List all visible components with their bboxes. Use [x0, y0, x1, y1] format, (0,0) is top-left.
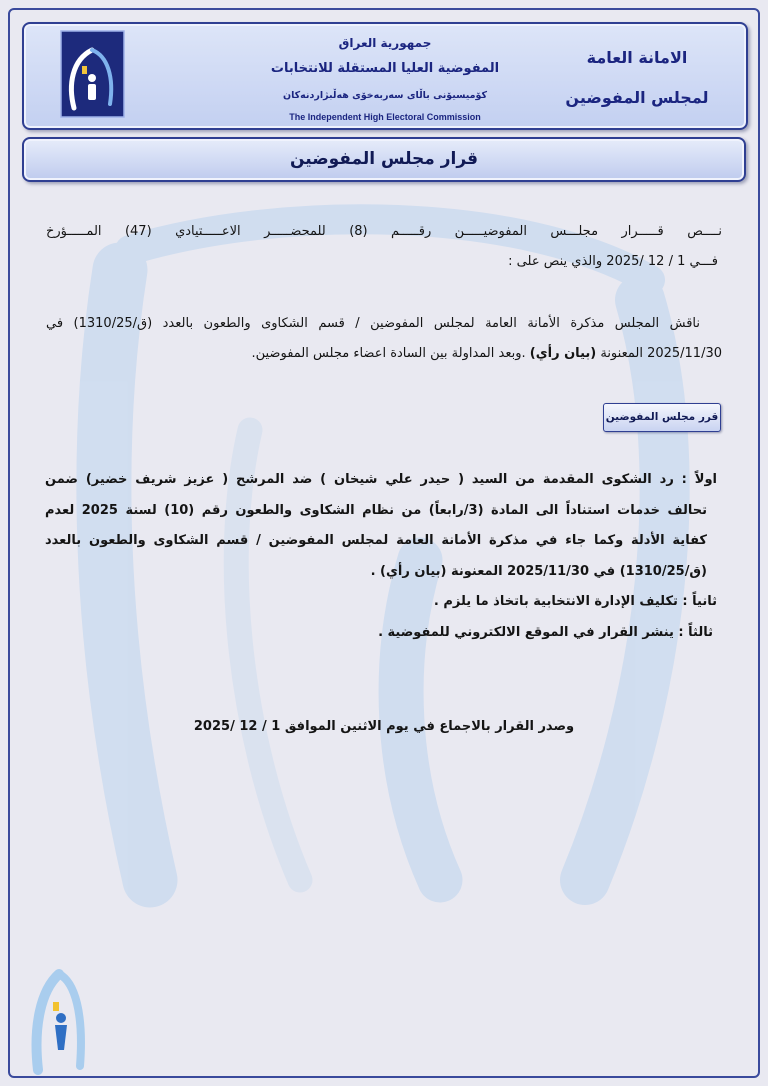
document-title-bar	[22, 137, 746, 182]
commission-name-kurdish: كۆمیسیۆنی باڵای سەربەخۆی هەڵبژاردنەکان	[282, 90, 488, 101]
decision-first-line-4: (ق/1310/25) في 2025/11/30 المعنونة (بيان رأي) .	[370, 563, 707, 579]
intro-line-2: فـــي 1 / 12 /2025 والذي ينص على :	[508, 254, 718, 269]
republic-name: جمهورية العراق	[338, 36, 432, 50]
decision-first-line-2: تحالف خدمات استناداً الى المادة (3/رابعاً) من نظام الشكاوى والطعون رقم (10) لسنة 2025 لعدم	[45, 502, 708, 518]
decision-label: قرر مجلس المفوضين	[605, 411, 719, 423]
closing-statement: وصدر القرار بالاجماع في يوم الاثنين الموافق 1 / 12 /2025	[193, 719, 575, 734]
decisions-list	[45, 465, 717, 648]
decision-second: ثانياً : تكليف الإدارة الانتخابية باتخاذ ما يلزم .	[433, 594, 717, 609]
commission-name-english: The Independent High Electoral Commission	[289, 112, 481, 122]
document-title: قرار مجلس المفوضين	[289, 149, 479, 169]
memo-title-bold: (بيان رأي)	[529, 346, 597, 361]
discussion-line-2-end: .وبعد المداولة بين السادة اعضاء مجلس المفوضين.	[251, 346, 526, 361]
decision-label-box	[603, 403, 721, 432]
decision-first-line-3: كفاية الأدلة وكما جاء في مذكرة الأمانة العامة لمجلس المفوضين / قسم الشكاوى والطعون بالعدد	[45, 533, 707, 548]
commission-name-arabic: المفوضية العليا المستقلة للانتخابات	[270, 61, 500, 76]
decision-third: ثالثاً : ينشر القرار في الموقع الالكتروني للمفوضية .	[378, 624, 713, 640]
commission-logo-icon	[60, 30, 125, 118]
department-line-2: لمجلس المفوضين	[565, 88, 709, 107]
letterhead	[22, 22, 748, 130]
discussion-paragraph	[46, 309, 722, 369]
intro-paragraph	[46, 217, 722, 277]
intro-line-1: نــــص قـــــرار مجلـــس المفوضيـــــن رقـــــم (8) للمحضـــــر الاعـــــتيادي (47) المـــــؤرخ	[46, 224, 722, 239]
commission-name-block	[245, 32, 525, 126]
decision-first-line-1: اولاً : رد الشكوى المقدمة من السيد ( حيدر علي شيخان ) ضد المرشح ( عزيز شريف خضير) ضمن	[45, 472, 717, 487]
department-name	[562, 38, 712, 118]
department-line-1: الامانة العامة	[586, 48, 688, 67]
commission-footer-logo-icon	[28, 962, 90, 1076]
discussion-line-2	[46, 339, 722, 369]
discussion-line-2-start: 2025/11/30 المعنونة	[600, 346, 722, 361]
discussion-line-1: ناقش المجلس مذكرة الأمانة العامة لمجلس المفوضين / قسم الشكاوى والطعون بالعدد (ق/1310/25) في	[46, 316, 700, 331]
